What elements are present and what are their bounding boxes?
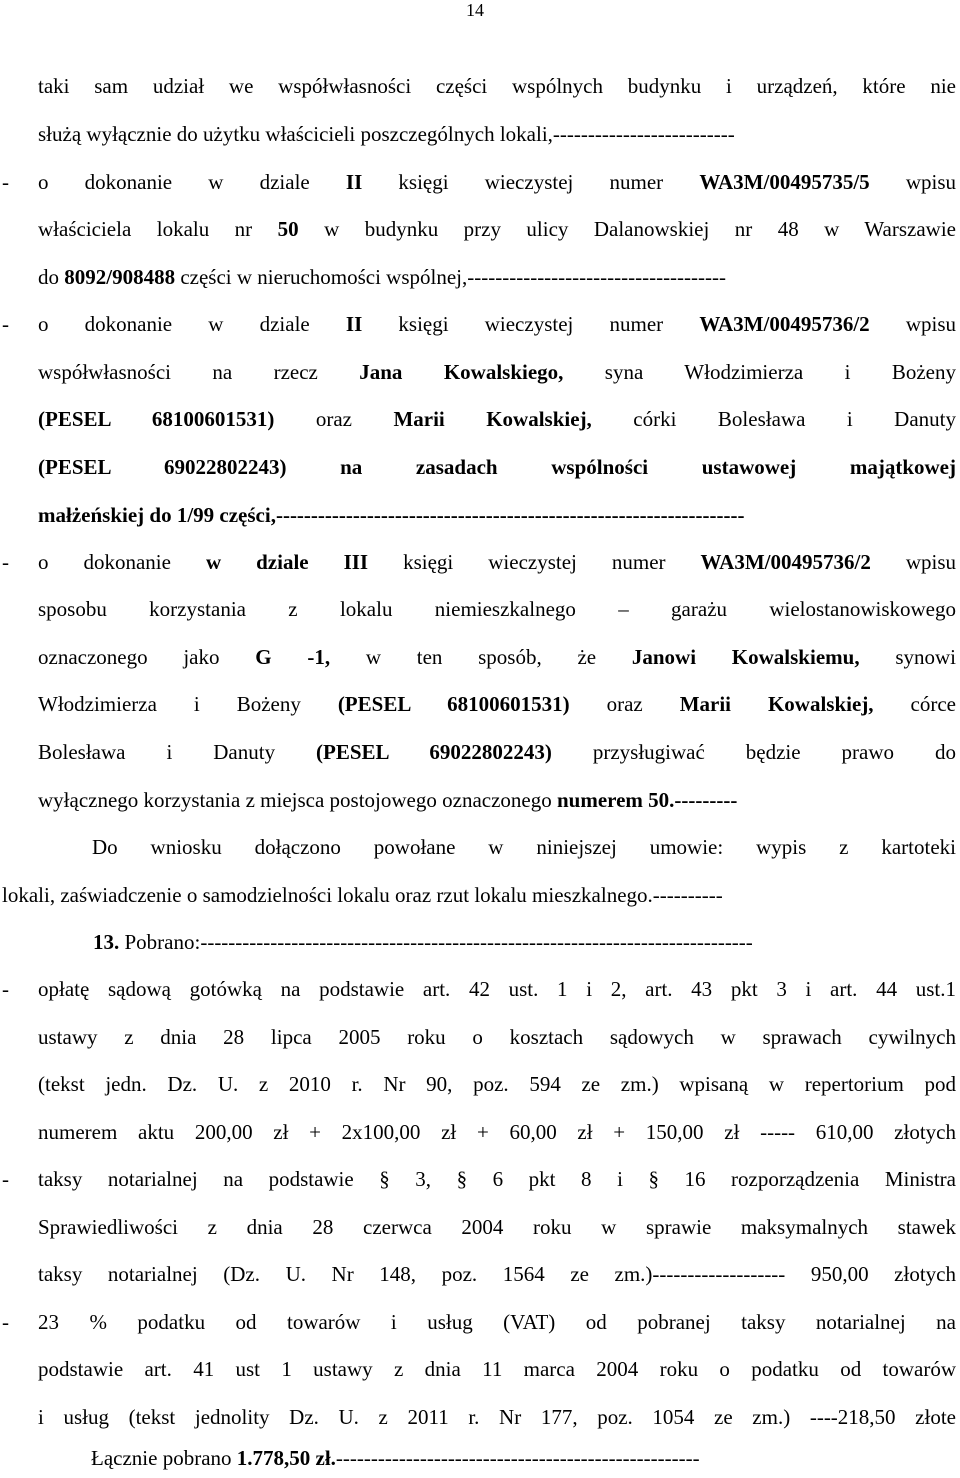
- text-segment: Do wniosku dołączono powołane w niniejszej umowie: wypis z kartoteki: [92, 835, 956, 859]
- text-segment: Bolesława i Danuty: [38, 740, 317, 764]
- text-segment: przysługiwać będzie prawo do: [551, 740, 956, 764]
- text-segment-bold: Jana Kowalskiego,: [359, 360, 564, 384]
- text-segment-bold: (PESEL 68100601531): [337, 692, 570, 716]
- list-dash: -: [2, 550, 9, 574]
- text-segment-bold: II: [345, 170, 363, 194]
- list-dash: -: [2, 312, 9, 336]
- text-segment: (tekst jedn. Dz. U. z 2010 r. Nr 90, poz. 594 ze zm.) wpisaną w repertorium pod: [38, 1072, 956, 1096]
- text-segment-bold: małżeńskiej do 1/99 części,-------------------------------------------------------------------: [38, 503, 745, 527]
- text-line: [38, 122, 956, 152]
- text-line: [38, 740, 956, 770]
- text-segment: właściciela lokalu nr: [38, 217, 278, 241]
- text-segment-bold: II: [345, 312, 363, 336]
- text-line: [92, 835, 956, 865]
- text-segment: oraz: [569, 692, 680, 716]
- text-segment: oraz: [274, 407, 394, 431]
- list-dash: -: [2, 170, 9, 194]
- text-segment-bold: (PESEL 69022802243): [316, 740, 552, 764]
- text-line: [38, 1405, 956, 1435]
- text-segment: sposobu korzystania z lokalu niemieszkalnego – garażu wielostanowiskowego: [38, 597, 956, 621]
- text-segment: wpisu: [869, 170, 956, 194]
- text-line: [38, 217, 956, 247]
- text-line: [38, 312, 956, 342]
- text-line: [38, 977, 956, 1007]
- text-segment: o dokonanie: [38, 550, 206, 574]
- text-segment-bold: w dziale III: [205, 550, 369, 574]
- text-segment: oznaczonego jako: [38, 645, 256, 669]
- list-dash: -: [2, 977, 9, 1001]
- total-line: [91, 1446, 956, 1476]
- text-segment: księgi wieczystej numer: [362, 312, 700, 336]
- text-line: [38, 692, 956, 722]
- text-line: [38, 1025, 956, 1055]
- text-line: [38, 1120, 956, 1150]
- text-line: [38, 597, 956, 627]
- text-line: [38, 503, 956, 533]
- text-segment-bold: Janowi Kowalskiemu,: [631, 645, 860, 669]
- text-segment: o dokonanie w dziale: [38, 312, 346, 336]
- text-segment: w budynku przy ulicy Dalanowskiej nr 48 w Warszawie: [298, 217, 956, 241]
- text-segment: taksy notarialnej na podstawie § 3, § 6 pkt 8 i § 16 rozporządzenia Ministra: [38, 1167, 956, 1191]
- text-segment: numerem aktu 200,00 zł + 2x100,00 zł + 60,00 zł + 150,00 zł ----- 610,00 złotych: [38, 1120, 956, 1144]
- text-segment: podstawie art. 41 ust 1 ustawy z dnia 11 marca 2004 roku o podatku od towarów: [38, 1357, 956, 1381]
- section-heading-line: [93, 930, 956, 960]
- text-segment-bold: (PESEL 68100601531): [38, 407, 275, 431]
- text-line: [38, 1310, 956, 1340]
- text-segment-bold: G -1,: [255, 645, 331, 669]
- text-segment: Pobrano:-------------------------------------------------------------------------------: [119, 930, 753, 954]
- text-segment-bold: Marii Kowalskiej,: [679, 692, 874, 716]
- text-segment: i usług (tekst jednolity Dz. U. z 2011 r. Nr 177, poz. 1054 ze zm.) ----218,50 złote: [38, 1405, 956, 1429]
- text-line: [38, 1215, 956, 1245]
- text-segment: w ten sposób, że: [330, 645, 632, 669]
- text-line: [38, 1262, 956, 1292]
- text-segment: córce: [873, 692, 956, 716]
- text-line: [38, 1357, 956, 1387]
- text-line: [38, 1072, 956, 1102]
- text-segment-bold: WA3M/00495736/2: [700, 550, 871, 574]
- page-number: 14: [466, 0, 484, 20]
- text-segment: 23 % podatku od towarów i usług (VAT) od pobranej taksy notarialnej na: [38, 1310, 956, 1334]
- text-segment: wpisu: [869, 312, 956, 336]
- text-line: [2, 883, 956, 913]
- text-segment-bold: Marii Kowalskiej,: [393, 407, 592, 431]
- text-line: [38, 1167, 956, 1197]
- text-segment: syna Włodzimierza i Bożeny: [563, 360, 956, 384]
- text-segment: księgi wieczystej numer: [368, 550, 701, 574]
- text-segment: Sprawiedliwości z dnia 28 czerwca 2004 roku w sprawie maksymalnych stawek: [38, 1215, 956, 1239]
- text-line: [38, 360, 956, 390]
- text-segment: księgi wieczystej numer: [362, 170, 700, 194]
- text-segment: Włodzimierza i Bożeny: [38, 692, 338, 716]
- text-segment-bold: (PESEL 69022802243) na zasadach wspólności ustawowej majątkowej: [38, 455, 956, 479]
- list-dash: -: [2, 1310, 9, 1334]
- text-segment-bold: WA3M/00495735/5: [699, 170, 870, 194]
- text-segment: taki sam udział we współwłasności części wspólnych budynku i urządzeń, które nie: [38, 74, 956, 98]
- text-segment: Łącznie pobrano: [91, 1446, 237, 1470]
- total-amount: 1.778,50 zł.: [236, 1446, 336, 1470]
- text-segment: synowi: [859, 645, 956, 669]
- text-segment: ----------------------------------------------------: [335, 1446, 700, 1470]
- list-dash: -: [2, 1167, 9, 1191]
- text-segment: wyłącznego korzystania z miejsca postojowego oznaczonego: [38, 788, 557, 812]
- text-line: [38, 265, 956, 295]
- text-segment: lokali, zaświadczenie o samodzielności lokalu oraz rzut lokalu mieszkalnego.----------: [2, 883, 723, 907]
- text-segment: ustawy z dnia 28 lipca 2005 roku o kosztach sądowych w sprawach cywilnych: [38, 1025, 956, 1049]
- text-line: [38, 74, 956, 104]
- text-segment-bold: WA3M/00495736/2: [699, 312, 870, 336]
- text-line: [38, 170, 956, 200]
- text-segment: do: [38, 265, 65, 289]
- text-line: [38, 407, 956, 437]
- text-segment: opłatę sądową gotówką na podstawie art. 42 ust. 1 i 2, art. 43 pkt 3 i art. 44 ust.1: [38, 977, 956, 1001]
- text-segment: części w nieruchomości wspólnej,-------------------------------------: [175, 265, 727, 289]
- text-segment: taksy notarialnej (Dz. U. Nr 148, poz. 1564 ze zm.)------------------- 950,00 złotych: [38, 1262, 956, 1286]
- text-segment-bold: 8092/908488: [64, 265, 176, 289]
- text-line: [38, 788, 956, 818]
- text-segment-bold: 50: [277, 217, 299, 241]
- text-line: [38, 645, 956, 675]
- text-segment: współwłasności na rzecz: [38, 360, 360, 384]
- text-segment: córki Bolesława i Danuty: [591, 407, 956, 431]
- text-segment-bold: numerem 50.---------: [556, 788, 738, 812]
- text-segment: służą wyłącznie do użytku właścicieli poszczególnych lokali,--------------------------: [38, 122, 735, 146]
- text-segment: wpisu: [870, 550, 956, 574]
- text-line: [38, 550, 956, 580]
- section-number: 13.: [93, 930, 120, 954]
- text-segment: o dokonanie w dziale: [38, 170, 346, 194]
- text-line: [38, 455, 956, 485]
